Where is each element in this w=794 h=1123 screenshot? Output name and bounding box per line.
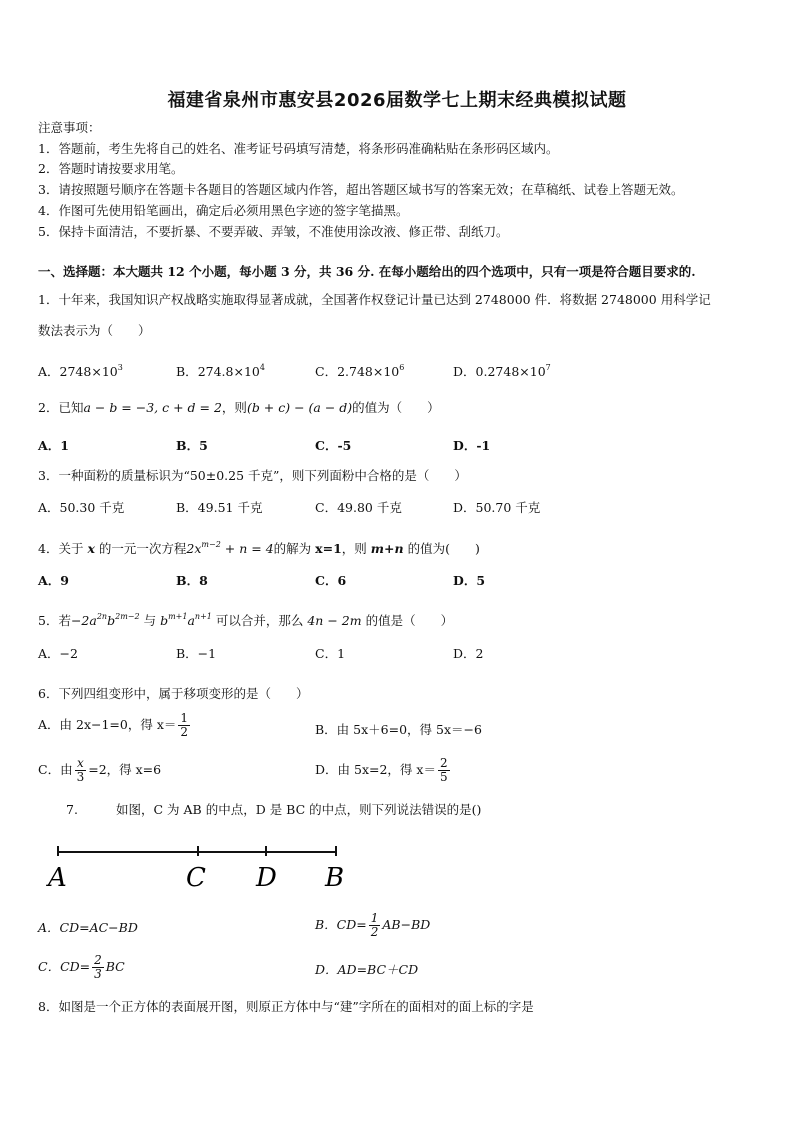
q6-option-a: A．由 2x−1=0，得 x＝ $\frac{1}{2}$: [38, 711, 189, 739]
notice-item-1: 1．答题前，考生先将自己的姓名、准考证号码填写清楚，将条形码准确粘贴在条形码区域内。: [38, 141, 559, 156]
notice-item-4: 4．作图可先使用铅笔画出，确定后必须用黑色字迹的签字笔描黑。: [38, 203, 409, 218]
q3-option-a: A．50.30 千克: [38, 500, 125, 515]
q7-option-a: A．CD=AC−BD: [38, 920, 138, 935]
q2-stem: 2．已知a − b = −3, c + d = 2，则(b + c) − (a − d)的值为（ ）: [38, 400, 440, 415]
q1-option-d: D．$0.2748\times 10^7$: [453, 363, 551, 379]
q4-option-d: D．5: [453, 573, 486, 588]
q5-option-d: D．2: [453, 646, 484, 661]
q4-option-b: B．8: [176, 573, 208, 588]
q3-option-d: D．50.70 千克: [453, 500, 541, 515]
q6-stem: 6．下列四组变形中，属于移项变形的是（ ）: [38, 686, 309, 701]
q1-stem-line2: 数法表示为（ ）: [38, 323, 151, 338]
q6-option-c: C．由 $\frac{x}{3}$ =2，得 x=6: [38, 756, 162, 784]
q4-stem: 4．关于 x 的一元一次方程$2x^{m-2} + n = 4$的解为 x=1，则 m+n 的值为( ): [38, 540, 480, 556]
label-a: A: [48, 863, 67, 893]
label-d: D: [256, 863, 277, 893]
q2-option-b: B．5: [176, 438, 208, 453]
q7-option-d: D．AD=BC＋CD: [315, 962, 419, 977]
notice-item-2: 2．答题时请按要求用笔。: [38, 161, 184, 176]
q4-option-a: A．9: [38, 573, 69, 588]
q1-stem-line1: 1．十年来，我国知识产权战略实施取得显著成就，全国著作权登记计量已达到 2748000 件．将数据 2748000 用科学记: [38, 292, 711, 307]
q7-option-c: C．CD= $\frac{2}{3}$ BC: [38, 953, 125, 981]
q7-stem: 如图，C 为 AB 的中点，D 是 BC 的中点，则下列说法错误的是(): [116, 802, 482, 817]
q2-option-d: D．-1: [453, 438, 491, 453]
q5-option-a: A．−2: [38, 646, 78, 661]
label-c: C: [186, 863, 206, 893]
section-heading: 一、选择题：本大题共 12 个小题，每小题 3 分，共 36 分. 在每小题给出的四个选项中，只有一项是符合题目要求的.: [38, 264, 696, 279]
q6-option-b: B．由 5x＋6=0，得 5x＝−6: [315, 722, 482, 737]
q3-option-c: C．49.80 千克: [315, 500, 402, 515]
q2-option-a: A．1: [38, 438, 69, 453]
q2-option-c: C．-5: [315, 438, 352, 453]
q4-option-c: C．6: [315, 573, 347, 588]
q5-stem: 5．若$-2a^{2n}b^{2m-2}$ 与 $b^{m+1}a^{n+1}$ 可以合并，那么 4n − 2m 的值是（ ）: [38, 612, 454, 628]
q1-option-a: A．$2748\times 10^3$: [38, 363, 123, 379]
q5-option-c: C．1: [315, 646, 346, 661]
q7-option-b: B．CD= $\frac{1}{2}$ AB−BD: [315, 911, 431, 939]
notice-heading: 注意事项：: [38, 120, 101, 135]
q7-number: 7.: [66, 802, 78, 817]
segment-figure: [40, 838, 360, 898]
notice-item-3: 3．请按照题号顺序在答题卡各题目的答题区域内作答，超出答题区域书写的答案无效；在草稿纸、试卷上答题无效。: [38, 182, 684, 197]
q3-stem: 3．一种面粉的质量标识为“50±0.25 千克”，则下列面粉中合格的是（ ）: [38, 468, 467, 483]
q1-option-b: B．$274.8\times 10^4$: [176, 363, 265, 379]
q3-option-b: B．49.51 千克: [176, 500, 263, 515]
q1-option-c: C．$2.748\times 10^6$: [315, 363, 405, 379]
notice-item-5: 5．保持卡面清洁，不要折暴、不要弄破、弄皱，不准使用涂改液、修正带、刮纸刀。: [38, 224, 509, 239]
q8-stem: 8．如图是一个正方体的表面展开图，则原正方体中与“建”字所在的面相对的面上标的字是: [38, 999, 534, 1014]
label-b: B: [325, 863, 345, 893]
q5-option-b: B．−1: [176, 646, 217, 661]
page-title: 福建省泉州市惠安县2026届数学七上期末经典模拟试题: [167, 90, 627, 111]
q6-option-d: D．由 5x=2，得 x＝ $\frac{2}{5}$: [315, 756, 448, 784]
